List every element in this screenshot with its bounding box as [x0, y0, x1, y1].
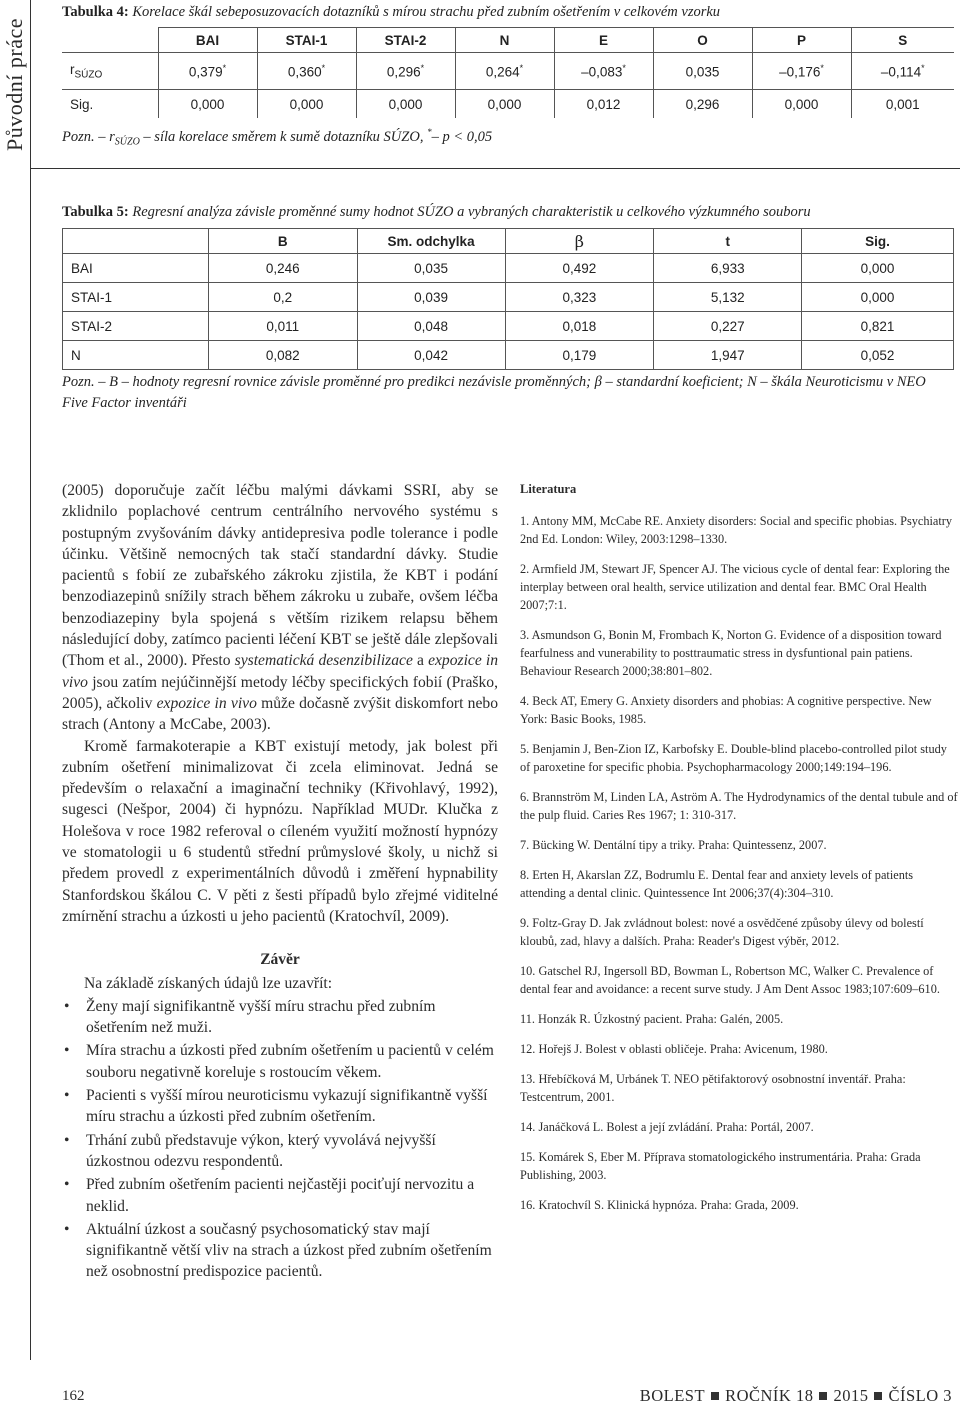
row-label: Sig.	[62, 90, 158, 119]
conclusion-intro: Na základě získaných údajů lze uzavřít:	[84, 974, 333, 992]
references-heading: Literatura	[520, 482, 577, 496]
table-cell: 0,012	[554, 90, 653, 119]
body-paragraph: Kromě farmakoterapie a KBT existují metody, jak bolest při zubním ošetření minimalizovat či zcela eliminovat. Jedná se především o relaxační a imaginační techniky (Křivohlavý, 1992), sugesci (Nešpor, 2004) či hypnózu. Například MUDr. Klučka z Holešova v roce 1982 referoval o cíleném využití možností hypnózy ve stomatologii u 6 studentů střední průmyslové školy, u nichž si předem provedl z experimentálních důvodů i změření hypnability Stanfordskou škálou C. V pěti z šesti případů bylo zřejmé viditelné zmírnění strachu a úzkosti u jeho pacientů (Kratochvíl, 2009).	[62, 737, 498, 925]
list-item: • Míra strachu a úzkosti před zubním ošetřením u pacientů v celém souboru negativně koreluje s rostoucím věkem.	[64, 1042, 494, 1081]
table-cell: 0,246	[208, 254, 357, 283]
table5-header-cell: Sm. odchylka	[357, 229, 505, 254]
reference-item: 10. Gatschel RJ, Ingersoll BD, Bowman L, Robertson MC, Walker C. Prevalence of dental fear and avoidance: a recent surve study. J Am Dent Assoc 1983;107:609–610.	[520, 964, 940, 996]
table4-header-cell: BAI	[158, 28, 257, 53]
journal-footer	[640, 1386, 952, 1406]
reference-item: 7. Bücking W. Dentální tipy a triky. Praha: Quintessenz, 2007.	[520, 838, 827, 852]
table-cell: 0,379*	[158, 53, 257, 90]
table-cell: –0,083*	[554, 53, 653, 90]
table-cell: 0,323	[505, 283, 654, 312]
table-cell: 1,947	[654, 341, 802, 370]
table-cell: –0,114*	[851, 53, 954, 90]
table-cell: 0,052	[802, 341, 954, 370]
journal-year: 2015	[833, 1386, 869, 1405]
table5-header-cell: β	[505, 229, 654, 254]
table5-header-cell: t	[654, 229, 802, 254]
table-cell: –0,176*	[752, 53, 851, 90]
reference-item: 15. Komárek S, Eber M. Příprava stomatologického instrumentária. Praha: Grada Publishing, 2003.	[520, 1150, 921, 1182]
table-cell: 5,132	[654, 283, 802, 312]
table-cell: 0,035	[357, 254, 505, 283]
sidebar-rule	[0, 0, 31, 1360]
table-row	[63, 312, 954, 341]
reference-item: 11. Honzák R. Úzkostný pacient. Praha: Galén, 2005.	[520, 1012, 784, 1026]
table5-caption-text: Regresní analýza závisle proměnné sumy hodnot SÚZO a vybraných charakteristik u celkového výzkumného souboru	[128, 204, 811, 220]
reference-item: 1. Antony MM, McCabe RE. Anxiety disorders: Social and specific phobias. Psychiatry 2nd Ed. London: Wiley, 2003:1298–1330.	[520, 514, 953, 546]
table-row	[63, 283, 954, 312]
journal-issue: ČÍSLO 3	[888, 1386, 952, 1405]
table-cell: 0,000	[158, 90, 257, 119]
references-column	[520, 480, 960, 1226]
section-label-text: Původní práce	[2, 17, 27, 151]
row-label: N	[63, 341, 209, 370]
table4-header-cell: S	[851, 28, 954, 53]
reference-item: 6. Brannström M, Linden LA, Aström A. The Hydrodynamics of the dental tubule and of the pulp fluid. Caries Res 1967; 1: 310-317.	[520, 790, 958, 822]
table-cell: 0,000	[257, 90, 356, 119]
reference-item: 8. Erten H, Akarslan ZZ, Bodrumlu E. Dental fear and anxiety levels of patients attending a dental clinic. Quintessence Int 2006;37(4):304–310.	[520, 868, 914, 900]
row-label: $r_{SÚZO}$	[62, 53, 158, 90]
table-cell: 0,264*	[455, 53, 554, 90]
table4-header-cell: P	[752, 28, 851, 53]
reference-item: 12. Hořejš J. Bolest v oblasti obličeje. Praha: Avicenum, 1980.	[520, 1042, 828, 1056]
row-label: STAI-2	[63, 312, 209, 341]
row-label: STAI-1	[63, 283, 209, 312]
table-cell: 0,082	[208, 341, 357, 370]
square-separator-icon	[711, 1392, 719, 1400]
table-cell: 0,360*	[257, 53, 356, 90]
body-column	[62, 480, 498, 1285]
table-cell: 0,018	[505, 312, 654, 341]
table4-row-sig	[62, 90, 954, 119]
list-item: • Před zubním ošetřením pacienti nejčastěji pociťují nervozitu a neklid.	[64, 1176, 475, 1215]
header-divider	[30, 168, 960, 169]
reference-item: 4. Beck AT, Emery G. Anxiety disorders and phobias: A cognitive perspective. New York: Basic Books, 1985.	[520, 694, 932, 726]
table5-caption-number: Tabulka 5:	[62, 204, 129, 220]
conclusion-heading: Závěr	[260, 951, 300, 969]
table-cell: 0,048	[357, 312, 505, 341]
reference-item: 3. Asmundson G, Bonin M, Frombach K, Norton G. Evidence of a disposition toward fearfulness and vunerability to posttraumatic stress in dysfuntional pain patiens. Behaviour Research 2000;38:801–802.	[520, 628, 942, 678]
table-cell: 0,821	[802, 312, 954, 341]
table4-row-r	[62, 53, 954, 90]
list-item: • Trhání zubů představuje výkon, který vyvolává nejvyšší úzkostnou odezvu respondentů.	[64, 1131, 436, 1170]
list-item: • Aktuální úzkost a současný psychosomatický stav mají signifikantně větší vliv na strach a úzkost před zubním ošetřením než osobnostní predispozice pacientů.	[64, 1220, 492, 1281]
table-cell: 0,000	[802, 254, 954, 283]
table4-caption	[62, 4, 720, 21]
table4-caption-text: Korelace škál sebeposuzovacích dotazníků s mírou strachu před zubním ošetřením v celkovém vzorku	[128, 4, 721, 20]
row-label: BAI	[63, 254, 209, 283]
body-paragraph: (2005) doporučuje začít léčbu malými dávkami SSRI, aby se zklidnilo poplachové centrum centrálního nervového systému s postupným zvyšováním dávky antidepresiva podle tolerance i podle účinku. Většině nemocných tak stačí standardní dávky. Studie pacientů s fobií ze zubařského zákroku zjistila, že KBT i podání benzodiazepinů snížily strach během zákroku u zubaře, ovšem léčba benzodiazepiny byla spojená s větším rizikem relapsu během následující doby, zatímco pacienti léčení KBT se ještě dále zlepšovali (Thom et al., 2000). Přesto systematická desenzibilizace a expozice in vivo jsou zatím nejúčinnější metody léčby specifických fobií (Praško, 2005), ačkoliv expozice in vivo může dočasně zvýšit diskomfort nebo strach (Antony a McCabe, 2003).	[62, 482, 498, 734]
table-cell: 0,179	[505, 341, 654, 370]
table-cell: 0,2	[208, 283, 357, 312]
table4-header-row	[62, 28, 954, 53]
table4-header-cell: O	[653, 28, 752, 53]
reference-item: 5. Benjamin J, Ben-Zion IZ, Karbofsky E. Double-blind placebo-controlled pilot study of paroxetine for specific phobia. Psychopharmacology 2000;149:194–196.	[520, 742, 947, 774]
reference-item: 9. Foltz-Gray D. Jak zvládnout bolest: nové a osvědčené způsoby úlevy od bolestí kloubů, zad, hlavy a dalších. Praha: Reader's Digest výběr, 2012.	[520, 916, 924, 948]
list-item: • Ženy mají signifikantně vyšší míru strachu před zubním ošetřením než muži.	[64, 997, 436, 1037]
list-item: • Pacienti s vyšší mírou neuroticismu vykazují signifikantně vyšší míru strachu a úzkosti před zubním ošetřením.	[64, 1087, 488, 1126]
section-label	[0, 0, 30, 168]
table4-header-cell: STAI-1	[257, 28, 356, 53]
table4-caption-number: Tabulka 4:	[62, 4, 129, 20]
table5	[62, 228, 954, 370]
table-row	[63, 254, 954, 283]
table-cell: 0,296*	[356, 53, 455, 90]
table4	[62, 27, 954, 118]
square-separator-icon	[819, 1392, 827, 1400]
table-cell: 0,227	[654, 312, 802, 341]
table-cell: 0,296	[653, 90, 752, 119]
table5-header-cell: Sig.	[802, 229, 954, 254]
table-cell: 6,933	[654, 254, 802, 283]
table-cell: 0,039	[357, 283, 505, 312]
square-separator-icon	[874, 1392, 882, 1400]
journal-volume: ROČNÍK 18	[725, 1386, 814, 1405]
table-cell: 0,042	[357, 341, 505, 370]
table5-header-row	[63, 229, 954, 254]
table5-header-cell: B	[208, 229, 357, 254]
table-row	[63, 341, 954, 370]
reference-item: 2. Armfield JM, Stewart JF, Spencer AJ. The vicious cycle of dental fear: Exploring the interplay between oral health, service utilization and dental fear. BMC Oral Health 2007;7:1.	[520, 562, 950, 612]
table-cell: 0,492	[505, 254, 654, 283]
table4-note: Pozn. – $r_{SÚZO}$ – síla korelace směrem k sumě dotazníku SÚZO, *– p < 0,05	[62, 127, 493, 148]
table4-header-cell: N	[455, 28, 554, 53]
table-cell: 0,001	[851, 90, 954, 119]
conclusion-list	[62, 996, 498, 1283]
table-cell: 0,000	[752, 90, 851, 119]
table-cell: 0,000	[356, 90, 455, 119]
table4-header-cell: E	[554, 28, 653, 53]
page-number: 162	[62, 1388, 85, 1404]
table-cell: 0,035	[653, 53, 752, 90]
reference-item: 14. Janáčková L. Bolest a její zvládání. Praha: Portál, 2007.	[520, 1120, 814, 1134]
table5-note: Pozn. – B – hodnoty regresní rovnice závisle proměnné pro predikci nezávisle proměnných; β – standardní koeficient; N – škála Neuroticismu v NEO Five Factor inventáři	[62, 374, 926, 411]
table-cell: 0,011	[208, 312, 357, 341]
table-cell: 0,000	[802, 283, 954, 312]
table4-header-cell: STAI-2	[356, 28, 455, 53]
table-cell: 0,000	[455, 90, 554, 119]
reference-item: 16. Kratochvíl S. Klinická hypnóza. Praha: Grada, 2009.	[520, 1198, 799, 1212]
reference-item: 13. Hřebíčková M, Urbánek T. NEO pětifaktorový osobnostní inventář. Praha: Testcentrum, 2001.	[520, 1072, 906, 1104]
table5-caption	[62, 204, 811, 221]
journal-name: BOLEST	[639, 1386, 706, 1405]
